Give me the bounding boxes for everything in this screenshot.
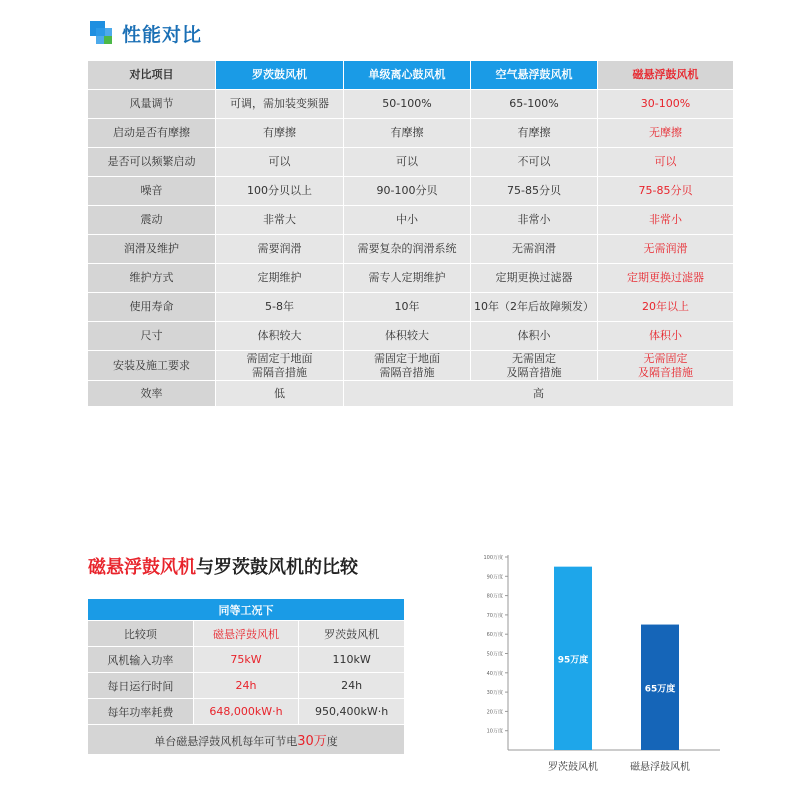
table-footer-row — [88, 725, 405, 755]
table-caption-row — [88, 599, 405, 621]
cell-line: 及隔音措施 — [506, 365, 562, 379]
y-tick-label: 10万度 — [486, 728, 503, 735]
table-row — [88, 235, 734, 264]
table-cell: 有摩擦 — [216, 119, 344, 148]
header-maglev-blower: 磁悬浮鼓风机 — [598, 61, 734, 90]
table-cell — [344, 351, 471, 381]
maglev-cell: 648,000kW·h — [193, 699, 299, 725]
y-tick-label: 40万度 — [486, 670, 503, 677]
bar-value-label: 95万度 — [557, 655, 589, 666]
row-label: 震动 — [88, 206, 216, 235]
table-cell: 定期维护 — [216, 264, 344, 293]
header-roots-blower: 罗茨鼓风机 — [299, 621, 405, 647]
table-cell: 50-100% — [344, 90, 471, 119]
table-cell — [471, 351, 598, 381]
y-tick-label: 70万度 — [486, 612, 503, 619]
table-row — [88, 90, 734, 119]
table-cell: 不可以 — [471, 148, 598, 177]
table-row — [88, 673, 405, 699]
table-row — [88, 699, 405, 725]
performance-comparison-table — [87, 60, 734, 407]
squares-logo-icon — [90, 21, 114, 45]
row-label: 风量调节 — [88, 90, 216, 119]
table-row — [88, 647, 405, 673]
table-cell: 无需润滑 — [471, 235, 598, 264]
roots-cell: 24h — [299, 673, 405, 699]
row-label: 启动是否有摩擦 — [88, 119, 216, 148]
y-tick-label: 30万度 — [486, 690, 503, 697]
row-label: 风机输入功率 — [88, 647, 194, 673]
row-label: 维护方式 — [88, 264, 216, 293]
header-air-bearing-blower: 空气悬浮鼓风机 — [471, 61, 598, 90]
table-cell: 有摩擦 — [344, 119, 471, 148]
maglev-cell: 75-85分贝 — [598, 177, 734, 206]
table-cell: 需要润滑 — [216, 235, 344, 264]
table-cell: 非常大 — [216, 206, 344, 235]
table-cell: 体积较大 — [344, 322, 471, 351]
cell-line: 需隔音措施 — [252, 365, 307, 379]
roots-cell: 950,400kW·h — [299, 699, 405, 725]
table-header-row — [88, 621, 405, 647]
table-row — [88, 206, 734, 235]
maglev-cell: 无需润滑 — [598, 235, 734, 264]
maglev-cell: 定期更换过滤器 — [598, 264, 734, 293]
maglev-cell: 20年以上 — [598, 293, 734, 322]
table-cell: 定期更换过滤器 — [471, 264, 598, 293]
savings-summary — [88, 725, 405, 755]
table-row-install — [88, 351, 734, 381]
row-label: 安装及施工要求 — [88, 351, 216, 381]
section-header — [90, 18, 202, 48]
table-row — [88, 119, 734, 148]
table-row — [88, 322, 734, 351]
row-label: 每年功率耗费 — [88, 699, 194, 725]
row-label: 使用寿命 — [88, 293, 216, 322]
x-category-label: 罗茨鼓风机 — [548, 762, 598, 773]
row-label: 每日运行时间 — [88, 673, 194, 699]
table-cell: 体积小 — [471, 322, 598, 351]
row-label: 噪音 — [88, 177, 216, 206]
row-label: 尺寸 — [88, 322, 216, 351]
bar-value-label: 65万度 — [644, 684, 676, 695]
roots-cell: 110kW — [299, 647, 405, 673]
table-cell: 需专人定期维护 — [344, 264, 471, 293]
cell-line: 需固定于地面 — [246, 351, 313, 365]
cell-line: 需隔音措施 — [379, 365, 435, 379]
comparison-title — [88, 553, 358, 579]
table-header-row — [88, 61, 734, 90]
table-cell: 可以 — [216, 148, 344, 177]
table-cell: 5-8年 — [216, 293, 344, 322]
maglev-cell: 体积小 — [598, 322, 734, 351]
table-cell: 65-100% — [471, 90, 598, 119]
y-tick-label: 50万度 — [486, 651, 503, 658]
table-row — [88, 264, 734, 293]
comparison-title-highlight: 磁悬浮鼓风机 — [88, 557, 196, 578]
maglev-cell: 75kW — [193, 647, 299, 673]
maglev-cell — [598, 351, 734, 381]
maglev-cell: 30-100% — [598, 90, 734, 119]
row-label: 是否可以频繁启动 — [88, 148, 216, 177]
cell-line: 无需固定 — [643, 351, 688, 365]
efficiency-high-cell: 高 — [344, 381, 734, 407]
savings-value: 30万 — [297, 734, 327, 749]
cell-line: 需固定于地面 — [374, 351, 440, 365]
header-centrifugal-blower: 单级离心鼓风机 — [344, 61, 471, 90]
savings-suffix: 度 — [326, 735, 338, 748]
table-cell: 10年 — [344, 293, 471, 322]
y-tick-label: 90万度 — [486, 574, 503, 581]
efficiency-low-cell: 低 — [216, 381, 344, 407]
table-cell: 90-100分贝 — [344, 177, 471, 206]
header-compare-item: 比较项 — [88, 621, 194, 647]
table-cell: 可调，需加装变频器 — [216, 90, 344, 119]
table-cell: 75-85分贝 — [471, 177, 598, 206]
table-row — [88, 293, 734, 322]
cell-line: 及隔音措施 — [638, 365, 693, 379]
x-category-label: 磁悬浮鼓风机 — [630, 762, 690, 773]
table-cell: 非常小 — [471, 206, 598, 235]
table-cell: 10年（2年后故障频发） — [471, 293, 598, 322]
table-cell: 有摩擦 — [471, 119, 598, 148]
header-maglev-blower: 磁悬浮鼓风机 — [193, 621, 299, 647]
table-cell: 可以 — [344, 148, 471, 177]
row-label: 效率 — [88, 381, 216, 407]
table-row — [88, 148, 734, 177]
table-cell: 体积较大 — [216, 322, 344, 351]
section-title: 性能对比 — [122, 23, 203, 46]
cell-line: 无需固定 — [512, 351, 556, 365]
savings-prefix: 单台磁悬浮鼓风机每年可节电 — [154, 735, 298, 748]
table-caption: 同等工况下 — [88, 599, 405, 621]
maglev-cell: 非常小 — [598, 206, 734, 235]
energy-bar-chart — [470, 552, 730, 787]
y-tick-label: 60万度 — [486, 632, 503, 639]
table-cell: 中小 — [344, 206, 471, 235]
maglev-cell: 无摩擦 — [598, 119, 734, 148]
header-compare-item: 对比项目 — [88, 61, 216, 90]
energy-comparison-table — [87, 598, 405, 755]
table-row-efficiency — [88, 381, 734, 407]
maglev-cell: 24h — [193, 673, 299, 699]
maglev-cell: 可以 — [598, 148, 734, 177]
table-cell: 需要复杂的润滑系统 — [344, 235, 471, 264]
table-cell — [216, 351, 344, 381]
comparison-title-rest: 与罗茨鼓风机的比较 — [196, 557, 358, 578]
y-tick-label: 80万度 — [486, 593, 503, 600]
row-label: 润滑及维护 — [88, 235, 216, 264]
table-row — [88, 177, 734, 206]
y-tick-label: 20万度 — [486, 709, 503, 716]
header-roots-blower: 罗茨鼓风机 — [216, 61, 344, 90]
table-cell: 100分贝以上 — [216, 177, 344, 206]
y-tick-label: 100万度 — [483, 555, 503, 561]
